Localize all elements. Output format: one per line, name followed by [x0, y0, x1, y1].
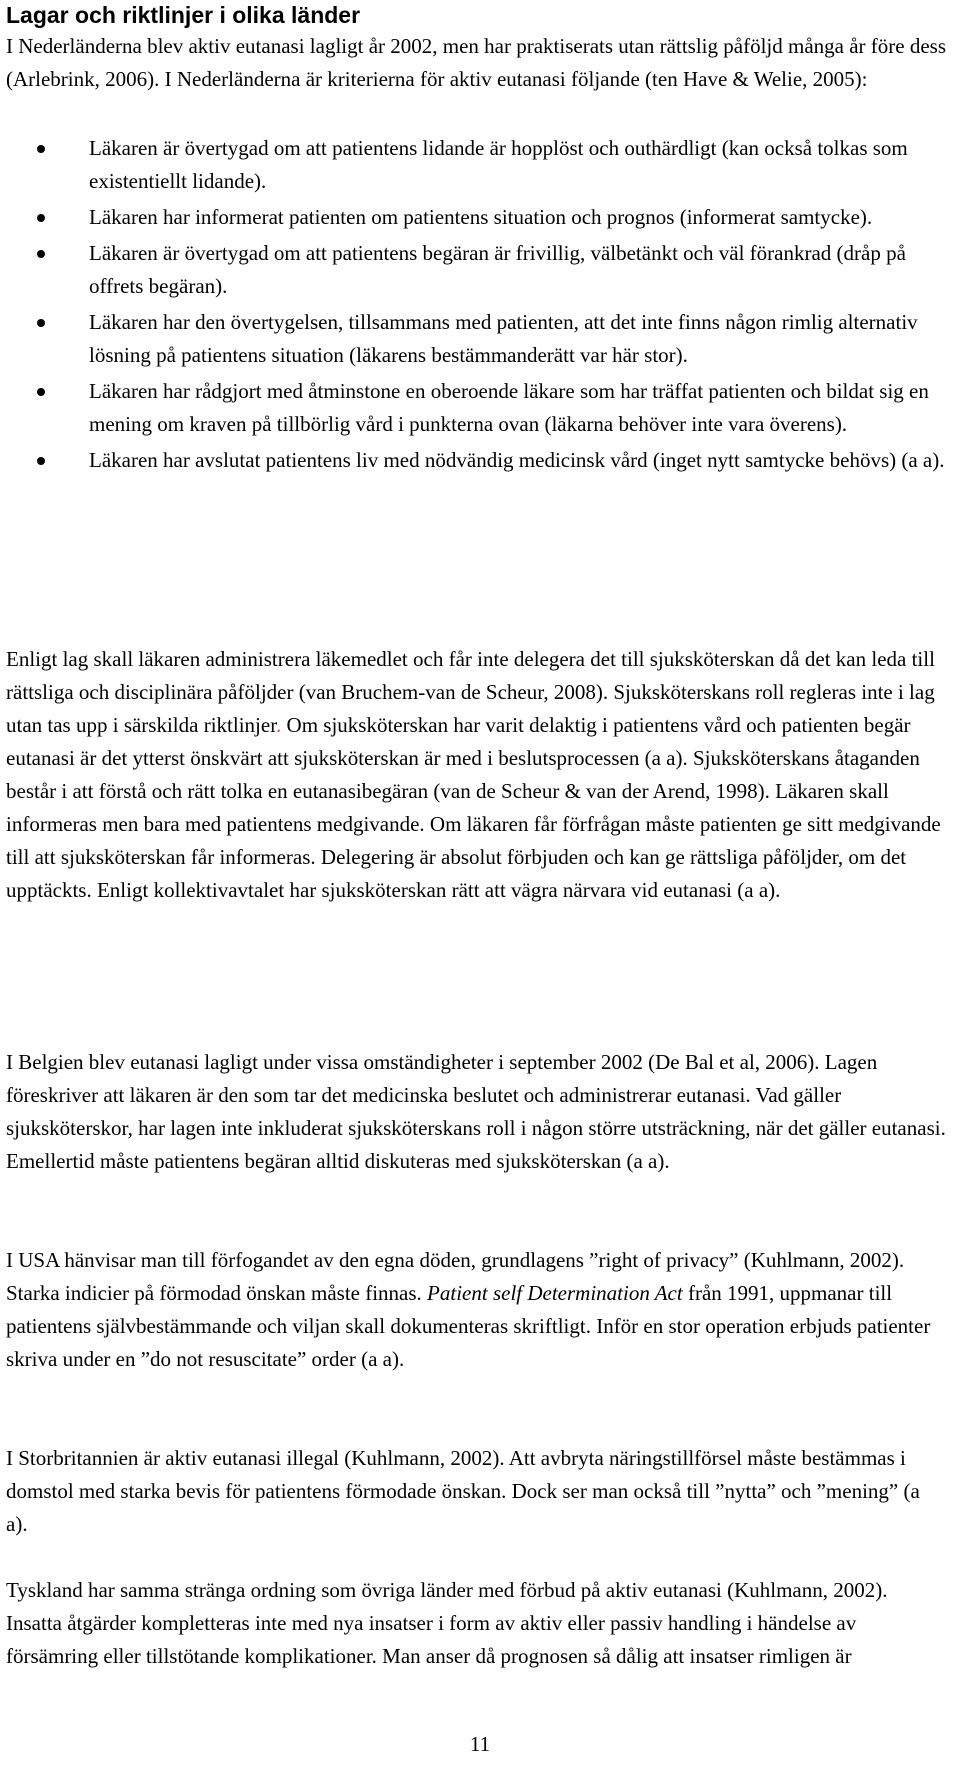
- bullet-icon: [37, 319, 45, 327]
- bullet-icon: [37, 214, 45, 222]
- paragraph-uk: I Storbritannien är aktiv eutanasi illegal (Kuhlmann, 2002). Att avbryta näringstillförsel måste bestämmas i domstol med starka bevis för patientens förmodade önskan. Dock ser man också till ”nytta” och ”mening” (a a).: [6, 1446, 920, 1536]
- section-heading: Lagar och riktlinjer i olika länder: [6, 2, 361, 28]
- list-item-text: Läkaren är övertygad om att patientens begäran är frivillig, välbetänkt och väl förankrad (dråp på offrets begäran).: [89, 241, 906, 298]
- paragraph-usa: [6, 1244, 946, 1376]
- list-item-text: Läkaren är övertygad om att patientens lidande är hopplöst och outhärdligt (kan också tolkas som existentiellt lidande).: [89, 136, 908, 193]
- act-title: Patient self Determination Act: [427, 1281, 683, 1305]
- list-item: [6, 375, 946, 441]
- list-item-text: Läkaren har informerat patienten om patientens situation och prognos (informerat samtycke).: [89, 205, 873, 229]
- paragraph-germany: Tyskland har samma stränga ordning som övriga länder med förbud på aktiv eutanasi (Kuhlmann, 2002). Insatta åtgärder kompletteras inte med nya insatser i form av aktiv eller passiv handling i händelse av försämring eller tillstötande komplikationer. Man anser då prognosen så dålig att insatser rimligen är: [6, 1578, 888, 1668]
- bullet-icon: [37, 250, 45, 258]
- paragraph-text: Enligt lag skall läkaren administrera läkemedlet och får inte delegera det till sjuksköterskan då det kan leda till rättsliga och disciplinära påföljder (van Bruchem-van de Scheur, 2008). Sjuksköterskans roll regleras inte i lag utan tas upp i särskilda riktlinjer: [6, 647, 935, 737]
- paragraph-text: från 1991, uppmanar till patientens självbestämmande och viljan skall dokumenteras skriftligt. Inför en stor operation erbjuds patienter skriva under en ”do not resuscitate” order (a a).: [6, 1281, 931, 1371]
- list-item: [6, 132, 946, 198]
- paragraph-text: Om sjuksköterskan har varit delaktig i patientens vård och patienten begär eutanasi är det ytterst önskvärt att sjuksköterskan är med i beslutsprocessen (a a). Sjuksköterskans åtaganden består i att förstå och rätt tolka en eutanasibegäran (van de Scheur & van der Arend, 1998). Läkaren skall informeras men bara med patientens medgivande. Om läkaren får förfrågan måste patienten ge sitt medgivande till att sjuksköterskan får informeras. Delegering är absolut förbjuden och kan ge rättsliga påföljder, om det upptäckts. Enligt kollektivavtalet har sjuksköterskan rätt att vägra närvara vid eutanasi (a a).: [6, 713, 941, 902]
- list-item-text: Läkaren har den övertygelsen, tillsammans med patienten, att det inte finns någon rimlig alternativ lösning på patientens situation (läkarens bestämmanderätt var här stor).: [89, 310, 918, 367]
- list-item-text: Läkaren har rådgjort med åtminstone en oberoende läkare som har träffat patienten och bildat sig en mening om kraven på tillbörlig vård i punkterna ovan (läkarna behöver inte vara överens).: [89, 379, 929, 436]
- list-item: [6, 201, 946, 234]
- list-item-text: Läkaren har avslutat patientens liv med nödvändig medicinsk vård (inget nytt samtycke behövs) (a a).: [89, 448, 945, 472]
- criteria-list: [6, 132, 946, 480]
- list-item: [6, 306, 946, 372]
- paragraph-text: .: [276, 713, 282, 737]
- intro-paragraph: I Nederländerna blev aktiv eutanasi lagligt år 2002, men har praktiserats utan rättslig påföljd många år före dess (Arlebrink, 2006). I Nederländerna är kriterierna för aktiv eutanasi följande (ten Have & Welie, 2005):: [6, 34, 946, 91]
- paragraph-text: I USA hänvisar man till förfogandet av den egna döden, grundlagens ”right of privacy” (Kuhlmann, 2002). Starka indicier på förmodad önskan måste finnas.: [6, 1248, 905, 1305]
- page-number: 11: [469, 1732, 491, 1756]
- paragraph-belgium: I Belgien blev eutanasi lagligt under vissa omständigheter i september 2002 (De Bal et al, 2006). Lagen föreskriver att läkaren är den som tar det medicinska beslutet och administrerar eutanasi. Vad gäller sjuksköterskor, har lagen inte inkluderat sjuksköterskans roll i någon större utsträckning, när det gäller eutanasi. Emellertid måste patientens begäran alltid diskuteras med sjuksköterskan (a a).: [6, 1050, 946, 1173]
- bullet-icon: [37, 388, 45, 396]
- list-item: [6, 237, 946, 303]
- bullet-icon: [37, 457, 45, 465]
- list-item: [6, 444, 946, 477]
- bullet-icon: [37, 145, 45, 153]
- paragraph-nurse-role: [6, 643, 946, 907]
